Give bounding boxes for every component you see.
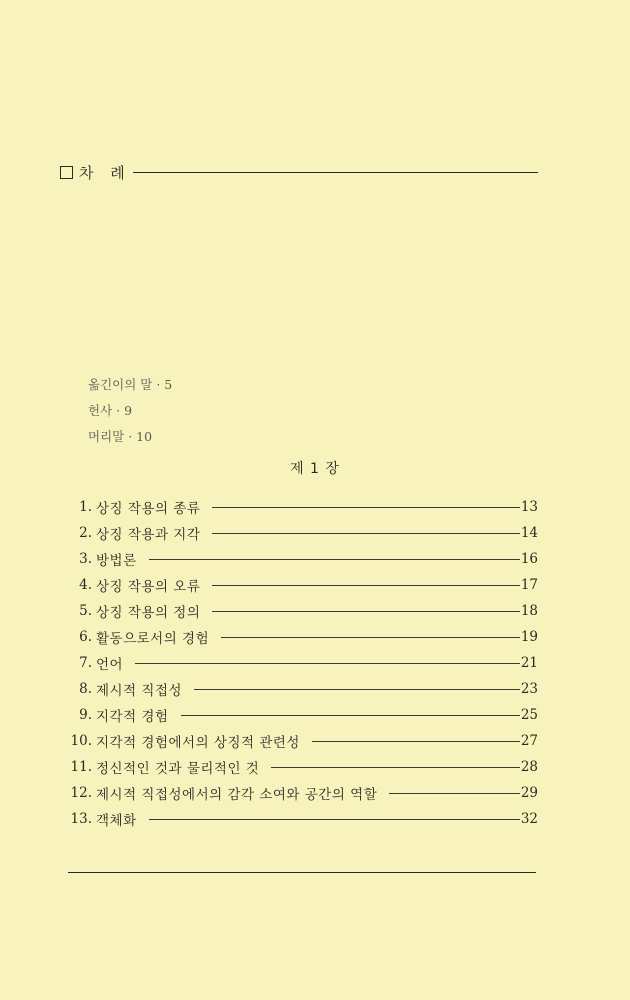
- entry-title: 상징 작용의 종류: [96, 501, 201, 517]
- entry-title: 지각적 경험에서의 상징적 관련성: [96, 735, 300, 751]
- toc-entry: [62, 598, 538, 624]
- toc-entries: [62, 494, 538, 832]
- front-matter-item: 옮긴이의 말 · 5: [88, 377, 173, 392]
- entry-page: 27: [520, 733, 538, 749]
- entry-title: 활동으로서의 경험: [96, 631, 210, 647]
- front-matter-item: 머리말 · 10: [88, 429, 153, 444]
- entry-number: 5.: [79, 603, 92, 619]
- entry-number: 1.: [79, 499, 92, 515]
- toc-entry: [62, 520, 538, 546]
- leader-line: [181, 715, 521, 716]
- entry-page: 16: [520, 551, 538, 567]
- entry-page: 25: [520, 707, 538, 723]
- entry-page: 21: [520, 655, 538, 671]
- entry-number: 6.: [79, 629, 92, 645]
- leader-line: [271, 767, 520, 768]
- entry-number: 11.: [70, 759, 92, 775]
- square-bullet-icon: [60, 166, 73, 179]
- entry-number: 9.: [79, 707, 92, 723]
- leader-line: [212, 533, 520, 534]
- toc-entry: [62, 806, 538, 832]
- toc-entry: [62, 494, 538, 520]
- leader-line: [212, 507, 520, 508]
- entry-page: 23: [520, 681, 538, 697]
- entry-title: 객체화: [96, 813, 137, 829]
- front-matter-label: 머리말: [88, 429, 125, 444]
- front-matter-page: 9: [124, 403, 133, 418]
- toc-entry: [62, 754, 538, 780]
- entry-page: 17: [520, 577, 538, 593]
- entry-title: 제시적 직접성에서의 감각 소여와 공간의 역할: [96, 787, 378, 803]
- front-matter-page: 5: [164, 377, 173, 392]
- entry-title: 방법론: [96, 553, 137, 569]
- front-matter-label: 헌사: [88, 403, 113, 418]
- entry-title: 제시적 직접성: [96, 683, 183, 699]
- bottom-rule: [68, 872, 536, 873]
- leader-line: [389, 793, 520, 794]
- entry-title: 언어: [96, 657, 124, 673]
- entry-number: 10.: [70, 733, 92, 749]
- leader-line: [212, 585, 520, 586]
- front-matter-item: 헌사 · 9: [88, 403, 133, 418]
- entry-title: 정신적인 것과 물리적인 것: [96, 761, 260, 777]
- entry-page: 18: [520, 603, 538, 619]
- leader-line: [135, 663, 520, 664]
- entry-number: 8.: [79, 681, 92, 697]
- entry-title: 상징 작용의 오류: [96, 579, 201, 595]
- front-matter-list: [88, 372, 172, 450]
- toc-entry: [62, 624, 538, 650]
- leader-line: [194, 689, 520, 690]
- toc-entry: [62, 546, 538, 572]
- front-matter-label: 옮긴이의 말: [88, 377, 153, 392]
- leader-line: [212, 611, 520, 612]
- header-rule: [133, 172, 538, 173]
- leader-line: [149, 559, 520, 560]
- entry-number: 2.: [79, 525, 92, 541]
- toc-entry: [62, 702, 538, 728]
- entry-page: 19: [520, 629, 538, 645]
- front-matter-page: 10: [136, 429, 153, 444]
- entry-number: 3.: [79, 551, 92, 567]
- toc-header: [60, 160, 538, 184]
- entry-title: 상징 작용과 지각: [96, 527, 201, 543]
- toc-entry: [62, 780, 538, 806]
- entry-page: 29: [520, 785, 538, 801]
- toc-entry: [62, 572, 538, 598]
- entry-page: 28: [520, 759, 538, 775]
- toc-entry: [62, 728, 538, 754]
- entry-number: 4.: [79, 577, 92, 593]
- leader-line: [221, 637, 520, 638]
- toc-entry: [62, 650, 538, 676]
- toc-entry: [62, 676, 538, 702]
- entry-number: 7.: [79, 655, 92, 671]
- toc-title: 차 례: [79, 163, 131, 182]
- leader-line: [149, 819, 520, 820]
- entry-page: 14: [520, 525, 538, 541]
- entry-title: 상징 작용의 정의: [96, 605, 201, 621]
- entry-page: 32: [520, 811, 538, 827]
- entry-title: 지각적 경험: [96, 709, 169, 725]
- chapter-heading: 제 1 장: [290, 461, 340, 477]
- entry-number: 13.: [70, 811, 92, 827]
- entry-page: 13: [520, 499, 538, 515]
- leader-line: [312, 741, 520, 742]
- entry-number: 12.: [70, 785, 92, 801]
